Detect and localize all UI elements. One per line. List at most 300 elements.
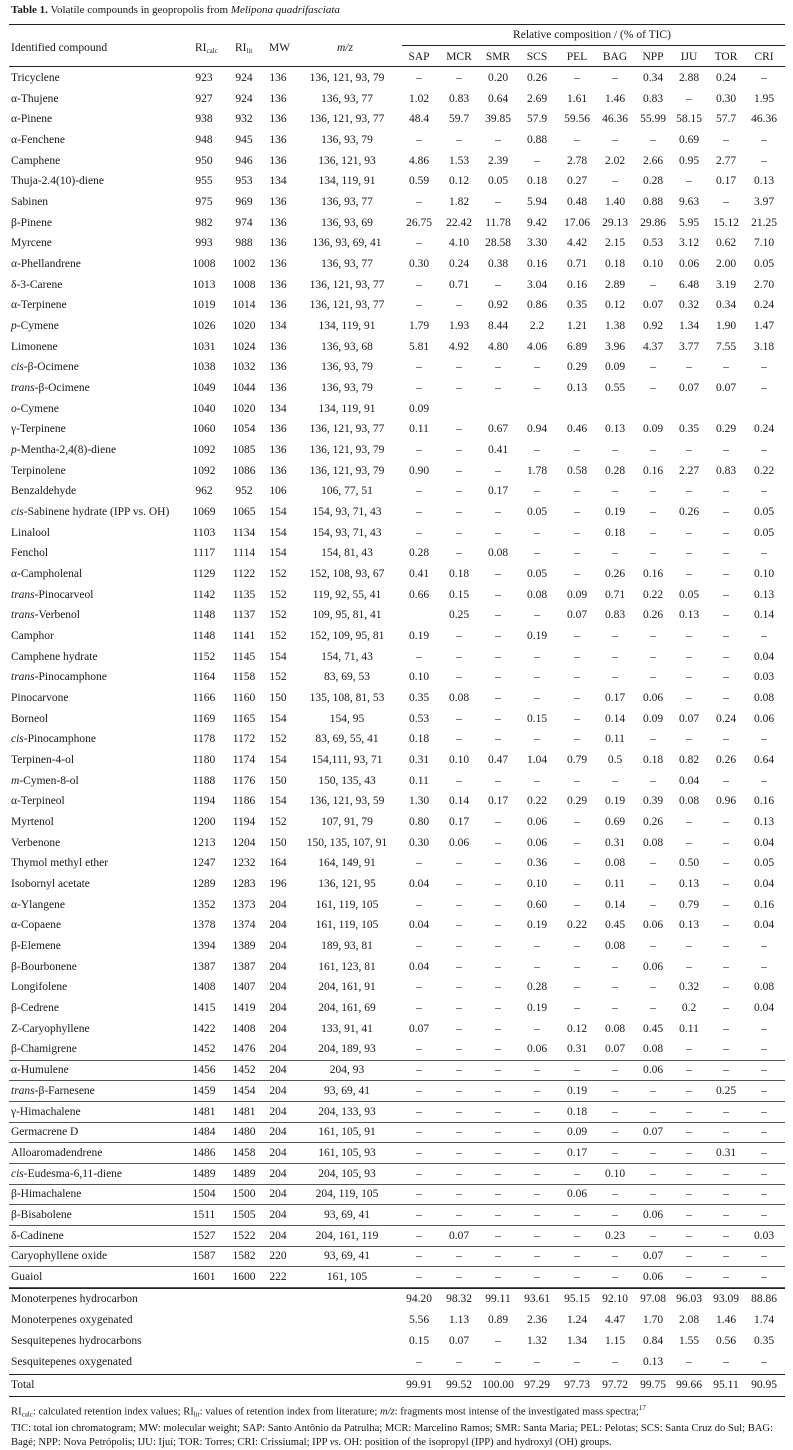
value-smr: 28.58 xyxy=(485,237,511,250)
value-iju: – xyxy=(686,1105,692,1118)
mz-fragments: 136, 121, 93, 77 xyxy=(309,113,385,126)
value-pel: 4.42 xyxy=(566,237,588,250)
value-bag: – xyxy=(612,1126,618,1139)
ri-calc: 1038 xyxy=(192,361,216,374)
value-mcr: – xyxy=(456,299,462,312)
value-npp: 0.16 xyxy=(642,568,664,581)
ri-lit: 1522 xyxy=(232,1229,256,1242)
value-cri: – xyxy=(761,444,767,457)
ri-calc: 1166 xyxy=(192,692,216,705)
compound-name: α-Thujene xyxy=(11,92,59,105)
value-iju: 58.15 xyxy=(676,113,702,126)
molecular-weight: 154 xyxy=(269,795,287,808)
value-smr: – xyxy=(495,816,501,829)
value-tor: – xyxy=(723,1002,729,1015)
value-pel: 0.58 xyxy=(566,464,588,477)
value-mcr: 0.24 xyxy=(448,258,470,271)
value-mcr: 0.71 xyxy=(448,278,470,291)
summary-label: Total xyxy=(11,1378,35,1391)
value-smr: – xyxy=(495,609,501,622)
value-scs: 0.19 xyxy=(526,919,548,932)
summary-value-smr: – xyxy=(495,1355,501,1368)
value-cri: 1.95 xyxy=(753,92,775,105)
value-scs: – xyxy=(534,1146,540,1159)
value-sap: – xyxy=(416,1002,422,1015)
value-smr: – xyxy=(495,1146,501,1159)
value-cri: 0.05 xyxy=(753,506,775,519)
value-sap: – xyxy=(416,857,422,870)
value-bag: – xyxy=(612,1064,618,1077)
ri-lit: 1500 xyxy=(232,1188,256,1201)
value-bag: 2.15 xyxy=(604,237,626,250)
compound-name: β-Cedrene xyxy=(11,1002,59,1015)
ri-calc: 1069 xyxy=(192,506,216,519)
value-bag: – xyxy=(612,1105,618,1118)
molecular-weight: 136 xyxy=(269,361,287,374)
summary-value-bag: 4.47 xyxy=(604,1313,626,1326)
value-pel: – xyxy=(574,1208,580,1221)
value-cri: 0.22 xyxy=(753,464,775,477)
molecular-weight: 106 xyxy=(269,485,287,498)
value-bag: 0.71 xyxy=(604,588,626,601)
mz-fragments: 204, 161, 91 xyxy=(318,981,376,994)
value-smr: – xyxy=(495,1167,501,1180)
ri-lit: 1044 xyxy=(232,382,256,395)
value-scs: 0.22 xyxy=(526,795,548,808)
table-row xyxy=(9,1164,785,1184)
value-sap: 4.86 xyxy=(408,154,430,167)
ri-lit: 1232 xyxy=(232,857,256,870)
value-npp: 0.06 xyxy=(642,1208,664,1221)
value-cri: – xyxy=(761,547,767,560)
value-iju: 0.07 xyxy=(678,712,700,725)
value-scs: – xyxy=(534,940,540,953)
value-pel: 0.18 xyxy=(566,1105,588,1118)
mz-fragments: 161, 105 xyxy=(326,1270,368,1283)
compound-name: Borneol xyxy=(11,712,49,725)
value-pel: 0.06 xyxy=(566,1188,588,1201)
value-sap: 5.81 xyxy=(408,340,430,353)
value-bag: 0.07 xyxy=(604,1043,626,1056)
table-row xyxy=(9,688,785,708)
header-site-smr: SMR xyxy=(485,51,511,63)
compound-name: Thuja-2.4(10)-diene xyxy=(11,175,104,188)
molecular-weight: 150 xyxy=(269,774,287,787)
ri-lit: 953 xyxy=(235,175,253,188)
value-scs: 1.78 xyxy=(526,464,548,477)
molecular-weight: 136 xyxy=(269,382,287,395)
value-tor: 0.07 xyxy=(715,382,737,395)
compound-name: Myrcene xyxy=(11,237,52,250)
value-tor: 0.24 xyxy=(715,72,737,84)
value-pel: 0.12 xyxy=(566,1022,588,1035)
value-iju: – xyxy=(686,1167,692,1180)
table-row xyxy=(9,337,785,357)
table-row xyxy=(9,109,785,129)
header-site-sap: SAP xyxy=(408,51,430,63)
value-sap: 0.41 xyxy=(408,568,430,581)
molecular-weight: 134 xyxy=(269,320,287,333)
value-mcr: – xyxy=(456,1022,462,1035)
compound-name: m-Cymen-8-ol xyxy=(11,774,79,787)
ri-lit: 1122 xyxy=(232,568,256,581)
value-tor: – xyxy=(723,733,729,746)
value-mcr: – xyxy=(456,506,462,519)
compound-name: Z-Caryophyllene xyxy=(11,1022,90,1035)
mz-fragments: 150, 135, 43 xyxy=(318,774,376,787)
compound-name: α-Terpineol xyxy=(11,795,65,808)
table-row xyxy=(9,895,785,915)
molecular-weight: 154 xyxy=(269,712,287,725)
value-cri: – xyxy=(761,1167,767,1180)
ri-calc: 975 xyxy=(195,196,213,209)
mz-fragments: 134, 119, 91 xyxy=(318,320,376,333)
ri-lit: 1141 xyxy=(232,630,256,643)
ri-lit: 1008 xyxy=(232,278,256,291)
ri-calc: 948 xyxy=(195,134,213,146)
value-tor: – xyxy=(723,1105,729,1118)
ri-lit: 1172 xyxy=(232,733,256,746)
value-iju: – xyxy=(686,175,692,188)
mz-fragments: 136, 93, 79 xyxy=(321,382,373,395)
value-iju: 2.88 xyxy=(678,72,700,84)
value-bag: – xyxy=(612,1188,618,1201)
mz-fragments: 164, 149, 91 xyxy=(318,857,376,870)
compound-name: Benzaldehyde xyxy=(11,485,77,498)
value-npp: 0.06 xyxy=(642,1270,664,1283)
ri-lit: 1054 xyxy=(232,423,256,436)
summary-value-npp: 0.13 xyxy=(642,1355,664,1368)
summary-value-tor: 1.46 xyxy=(715,1313,737,1326)
value-pel: – xyxy=(574,1064,580,1077)
value-cri: 0.04 xyxy=(753,1002,775,1015)
summary-label: Sesquitepenes oxygenated xyxy=(11,1355,133,1368)
ri-calc: 927 xyxy=(195,92,213,105)
compound-name: cis-Pinocamphone xyxy=(11,733,96,746)
value-pel: 0.22 xyxy=(566,919,588,932)
molecular-weight: 204 xyxy=(269,1208,287,1221)
ri-calc: 1394 xyxy=(192,940,216,953)
value-pel: 0.79 xyxy=(566,754,588,767)
value-scs: 5.94 xyxy=(526,196,548,209)
table-title-species: Melipona quadrifasciata xyxy=(230,4,340,16)
value-scs: – xyxy=(534,1208,540,1221)
value-tor: 0.30 xyxy=(715,92,737,105)
value-iju: 0.13 xyxy=(678,609,700,622)
table-row xyxy=(9,1060,785,1080)
ri-lit: 1186 xyxy=(232,795,256,808)
value-bag: 0.55 xyxy=(604,382,626,395)
ri-lit: 1002 xyxy=(232,258,256,271)
summary-value-mcr: 0.07 xyxy=(448,1334,470,1347)
mz-fragments: 154,111, 93, 71 xyxy=(311,754,383,767)
value-mcr: – xyxy=(456,650,462,663)
molecular-weight: 204 xyxy=(269,940,287,953)
value-mcr: – xyxy=(456,464,462,477)
value-npp: 0.08 xyxy=(642,1043,664,1056)
mz-fragments: 134, 119, 91 xyxy=(318,402,376,415)
value-iju: 0.82 xyxy=(678,754,700,767)
value-npp: 0.26 xyxy=(642,609,664,622)
ri-calc: 1601 xyxy=(192,1270,216,1283)
value-mcr: – xyxy=(456,878,462,891)
molecular-weight: 136 xyxy=(269,72,287,84)
mz-fragments: 161, 105, 93 xyxy=(318,1146,376,1159)
ri-calc: 1117 xyxy=(192,547,216,560)
table-row xyxy=(9,295,785,315)
value-npp: – xyxy=(650,278,656,291)
value-pel: – xyxy=(574,547,580,560)
compound-name: trans-β-Ocimene xyxy=(11,382,90,395)
header-site-mcr: MCR xyxy=(446,51,472,63)
value-tor: – xyxy=(723,857,729,870)
compound-name: Longifolene xyxy=(11,981,68,994)
compound-name: β-Chamigrene xyxy=(11,1043,77,1056)
ri-lit: 1387 xyxy=(232,960,256,973)
ri-lit: 1158 xyxy=(232,671,256,684)
value-scs: 0.16 xyxy=(526,258,548,271)
value-smr: 4.80 xyxy=(487,340,509,353)
ri-calc: 1026 xyxy=(192,320,216,333)
value-iju: 0.05 xyxy=(678,588,700,601)
molecular-weight: 152 xyxy=(269,816,287,829)
table-row xyxy=(9,936,785,956)
value-mcr: – xyxy=(456,423,462,436)
value-smr: 0.64 xyxy=(487,92,509,105)
value-bag: 0.11 xyxy=(605,878,625,891)
ri-lit: 1374 xyxy=(232,919,256,932)
table-caption xyxy=(11,4,340,16)
value-smr: – xyxy=(495,898,501,911)
value-scs: – xyxy=(534,960,540,973)
value-mcr: 0.10 xyxy=(448,754,470,767)
value-cri: 0.13 xyxy=(753,588,775,601)
ri-lit: 1032 xyxy=(232,361,256,374)
value-iju: – xyxy=(686,671,692,684)
value-sap: – xyxy=(416,1270,422,1283)
molecular-weight: 204 xyxy=(269,1146,287,1159)
value-sap: – xyxy=(416,361,422,374)
value-smr: – xyxy=(495,1270,501,1283)
summary-value-pel: 97.73 xyxy=(564,1378,590,1391)
value-scs: 1.04 xyxy=(526,754,548,767)
value-pel: – xyxy=(574,836,580,849)
table-row xyxy=(9,1184,785,1204)
compound-name: Guaiol xyxy=(11,1270,43,1283)
ri-lit: 1114 xyxy=(232,547,256,560)
header-mw: MW xyxy=(269,42,291,54)
value-smr: 0.38 xyxy=(487,258,509,271)
table-row xyxy=(9,130,785,150)
value-npp: – xyxy=(650,733,656,746)
value-smr: 2.39 xyxy=(487,154,509,167)
mz-fragments: 136, 93, 68 xyxy=(321,340,373,353)
value-smr: – xyxy=(495,134,501,146)
value-mcr: 0.12 xyxy=(448,175,470,188)
value-pel: 0.31 xyxy=(566,1043,588,1056)
value-mcr: – xyxy=(456,1167,462,1180)
value-tor: – xyxy=(723,671,729,684)
ri-lit: 924 xyxy=(235,92,253,105)
molecular-weight: 204 xyxy=(269,1002,287,1015)
ri-lit: 952 xyxy=(235,485,253,498)
value-tor: 2.00 xyxy=(715,258,737,271)
value-sap: 0.30 xyxy=(408,258,430,271)
value-sap: 0.10 xyxy=(408,671,430,684)
value-mcr: – xyxy=(456,72,462,84)
value-tor: 3.19 xyxy=(715,278,737,291)
value-bag: 1.38 xyxy=(604,320,626,333)
table-row xyxy=(9,1122,785,1142)
value-smr: – xyxy=(495,196,501,209)
value-smr: 8.44 xyxy=(487,320,509,333)
mz-fragments: 136, 93, 77 xyxy=(321,196,373,209)
mz-fragments: 83, 69, 53 xyxy=(324,671,370,684)
value-iju: 0.08 xyxy=(678,795,700,808)
value-scs: 2.2 xyxy=(529,320,545,333)
compound-name: α-Terpinene xyxy=(11,299,67,312)
value-pel: 0.71 xyxy=(566,258,588,271)
summary-value-bag: 1.15 xyxy=(604,1334,626,1347)
value-smr: – xyxy=(495,1084,501,1097)
table-row xyxy=(9,709,785,729)
mz-fragments: 154, 95 xyxy=(329,712,365,725)
value-npp: – xyxy=(650,506,656,519)
value-mcr: – xyxy=(456,940,462,953)
mz-fragments: 119, 92, 55, 41 xyxy=(312,588,382,601)
value-scs: 0.36 xyxy=(526,857,548,870)
value-npp: 0.26 xyxy=(642,816,664,829)
value-npp: – xyxy=(650,940,656,953)
value-bag: – xyxy=(612,1270,618,1283)
value-pel: – xyxy=(574,816,580,829)
compound-name: cis-Sabinene hydrate (IPP vs. OH) xyxy=(11,506,170,519)
molecular-weight: 136 xyxy=(269,423,287,436)
value-bag: – xyxy=(612,981,618,994)
value-tor: 57.7 xyxy=(715,113,737,126)
value-tor: – xyxy=(723,506,729,519)
value-scs: – xyxy=(534,361,540,374)
value-cri: – xyxy=(761,1126,767,1139)
header-site-tor: TOR xyxy=(714,51,738,63)
value-scs: 0.28 xyxy=(526,981,548,994)
molecular-weight: 204 xyxy=(269,1105,287,1118)
value-mcr: 1.82 xyxy=(448,196,470,209)
value-bag: 0.45 xyxy=(604,919,626,932)
value-tor: – xyxy=(723,981,729,994)
ri-calc: 1289 xyxy=(192,878,216,891)
value-tor: 0.96 xyxy=(715,795,737,808)
mz-fragments: 161, 105, 91 xyxy=(318,1126,376,1139)
value-npp: – xyxy=(650,630,656,643)
ri-lit: 1454 xyxy=(232,1084,256,1097)
mz-fragments: 93, 69, 41 xyxy=(324,1250,370,1263)
value-smr: – xyxy=(495,361,501,374)
summary-value-mcr: – xyxy=(456,1355,462,1368)
value-sap: 1.30 xyxy=(408,795,430,808)
mz-fragments: 204, 119, 105 xyxy=(315,1188,379,1201)
value-mcr: – xyxy=(456,1084,462,1097)
header-site-bag: BAG xyxy=(602,51,628,63)
compound-name: trans-β-Farnesene xyxy=(11,1084,95,1097)
value-mcr: 0.83 xyxy=(448,92,470,105)
value-tor: – xyxy=(723,444,729,457)
value-cri: 0.13 xyxy=(753,816,775,829)
value-smr: – xyxy=(495,506,501,519)
value-mcr: – xyxy=(456,1208,462,1221)
value-iju: – xyxy=(686,1229,692,1242)
ri-lit: 1165 xyxy=(232,712,256,725)
value-cri: – xyxy=(761,960,767,973)
value-sap: 0.04 xyxy=(408,960,430,973)
value-npp: – xyxy=(650,444,656,457)
value-cri: 0.04 xyxy=(753,878,775,891)
value-pel: – xyxy=(574,72,580,84)
value-mcr: 4.10 xyxy=(448,237,470,250)
value-sap: – xyxy=(416,72,422,84)
ri-calc: 1092 xyxy=(192,464,216,477)
molecular-weight: 204 xyxy=(269,960,287,973)
value-mcr: 59.7 xyxy=(448,113,470,126)
mz-fragments: 150, 135, 107, 91 xyxy=(306,836,388,849)
ri-lit: 946 xyxy=(235,154,253,167)
ri-calc: 1481 xyxy=(192,1105,216,1118)
table-row xyxy=(9,275,785,295)
ri-calc: 1031 xyxy=(192,340,216,353)
value-sap: – xyxy=(416,1250,422,1263)
ri-calc: 1504 xyxy=(192,1188,216,1201)
molecular-weight: 136 xyxy=(269,134,287,146)
table-row xyxy=(9,523,785,543)
value-npp: 0.18 xyxy=(642,754,664,767)
summary-value-npp: 99.75 xyxy=(640,1378,666,1391)
value-cri: 0.03 xyxy=(753,1229,775,1242)
ri-lit: 974 xyxy=(235,216,253,229)
value-bag: – xyxy=(612,134,618,146)
value-tor: 0.25 xyxy=(715,1084,737,1097)
compound-name: α-Copaene xyxy=(11,919,62,932)
value-pel: – xyxy=(574,568,580,581)
ri-calc: 1489 xyxy=(192,1167,216,1180)
table-row xyxy=(9,1143,785,1163)
ri-calc: 962 xyxy=(195,485,213,498)
ri-calc: 950 xyxy=(195,154,213,167)
value-iju: – xyxy=(686,630,692,643)
molecular-weight: 136 xyxy=(269,340,287,353)
value-scs: 0.08 xyxy=(526,588,548,601)
value-sap: – xyxy=(416,1188,422,1201)
ri-lit: 1065 xyxy=(232,506,256,519)
ri-calc: 1148 xyxy=(192,630,216,643)
value-scs: – xyxy=(534,1167,540,1180)
value-sap: 0.18 xyxy=(408,733,430,746)
value-iju: – xyxy=(686,733,692,746)
value-bag: – xyxy=(612,175,618,188)
value-tor: 0.31 xyxy=(715,1146,737,1159)
value-tor: – xyxy=(723,919,729,932)
value-iju: 0.11 xyxy=(679,1022,699,1035)
value-smr: – xyxy=(495,1002,501,1015)
value-cri: – xyxy=(761,733,767,746)
summary-value-iju: 99.66 xyxy=(676,1378,702,1391)
compound-name: Sabinen xyxy=(11,196,49,209)
value-mcr: – xyxy=(456,1188,462,1201)
value-npp: 0.45 xyxy=(642,1022,664,1035)
ri-lit: 1160 xyxy=(232,692,256,705)
value-pel: – xyxy=(574,692,580,705)
value-smr: – xyxy=(495,692,501,705)
compound-name: β-Elemene xyxy=(11,940,61,953)
